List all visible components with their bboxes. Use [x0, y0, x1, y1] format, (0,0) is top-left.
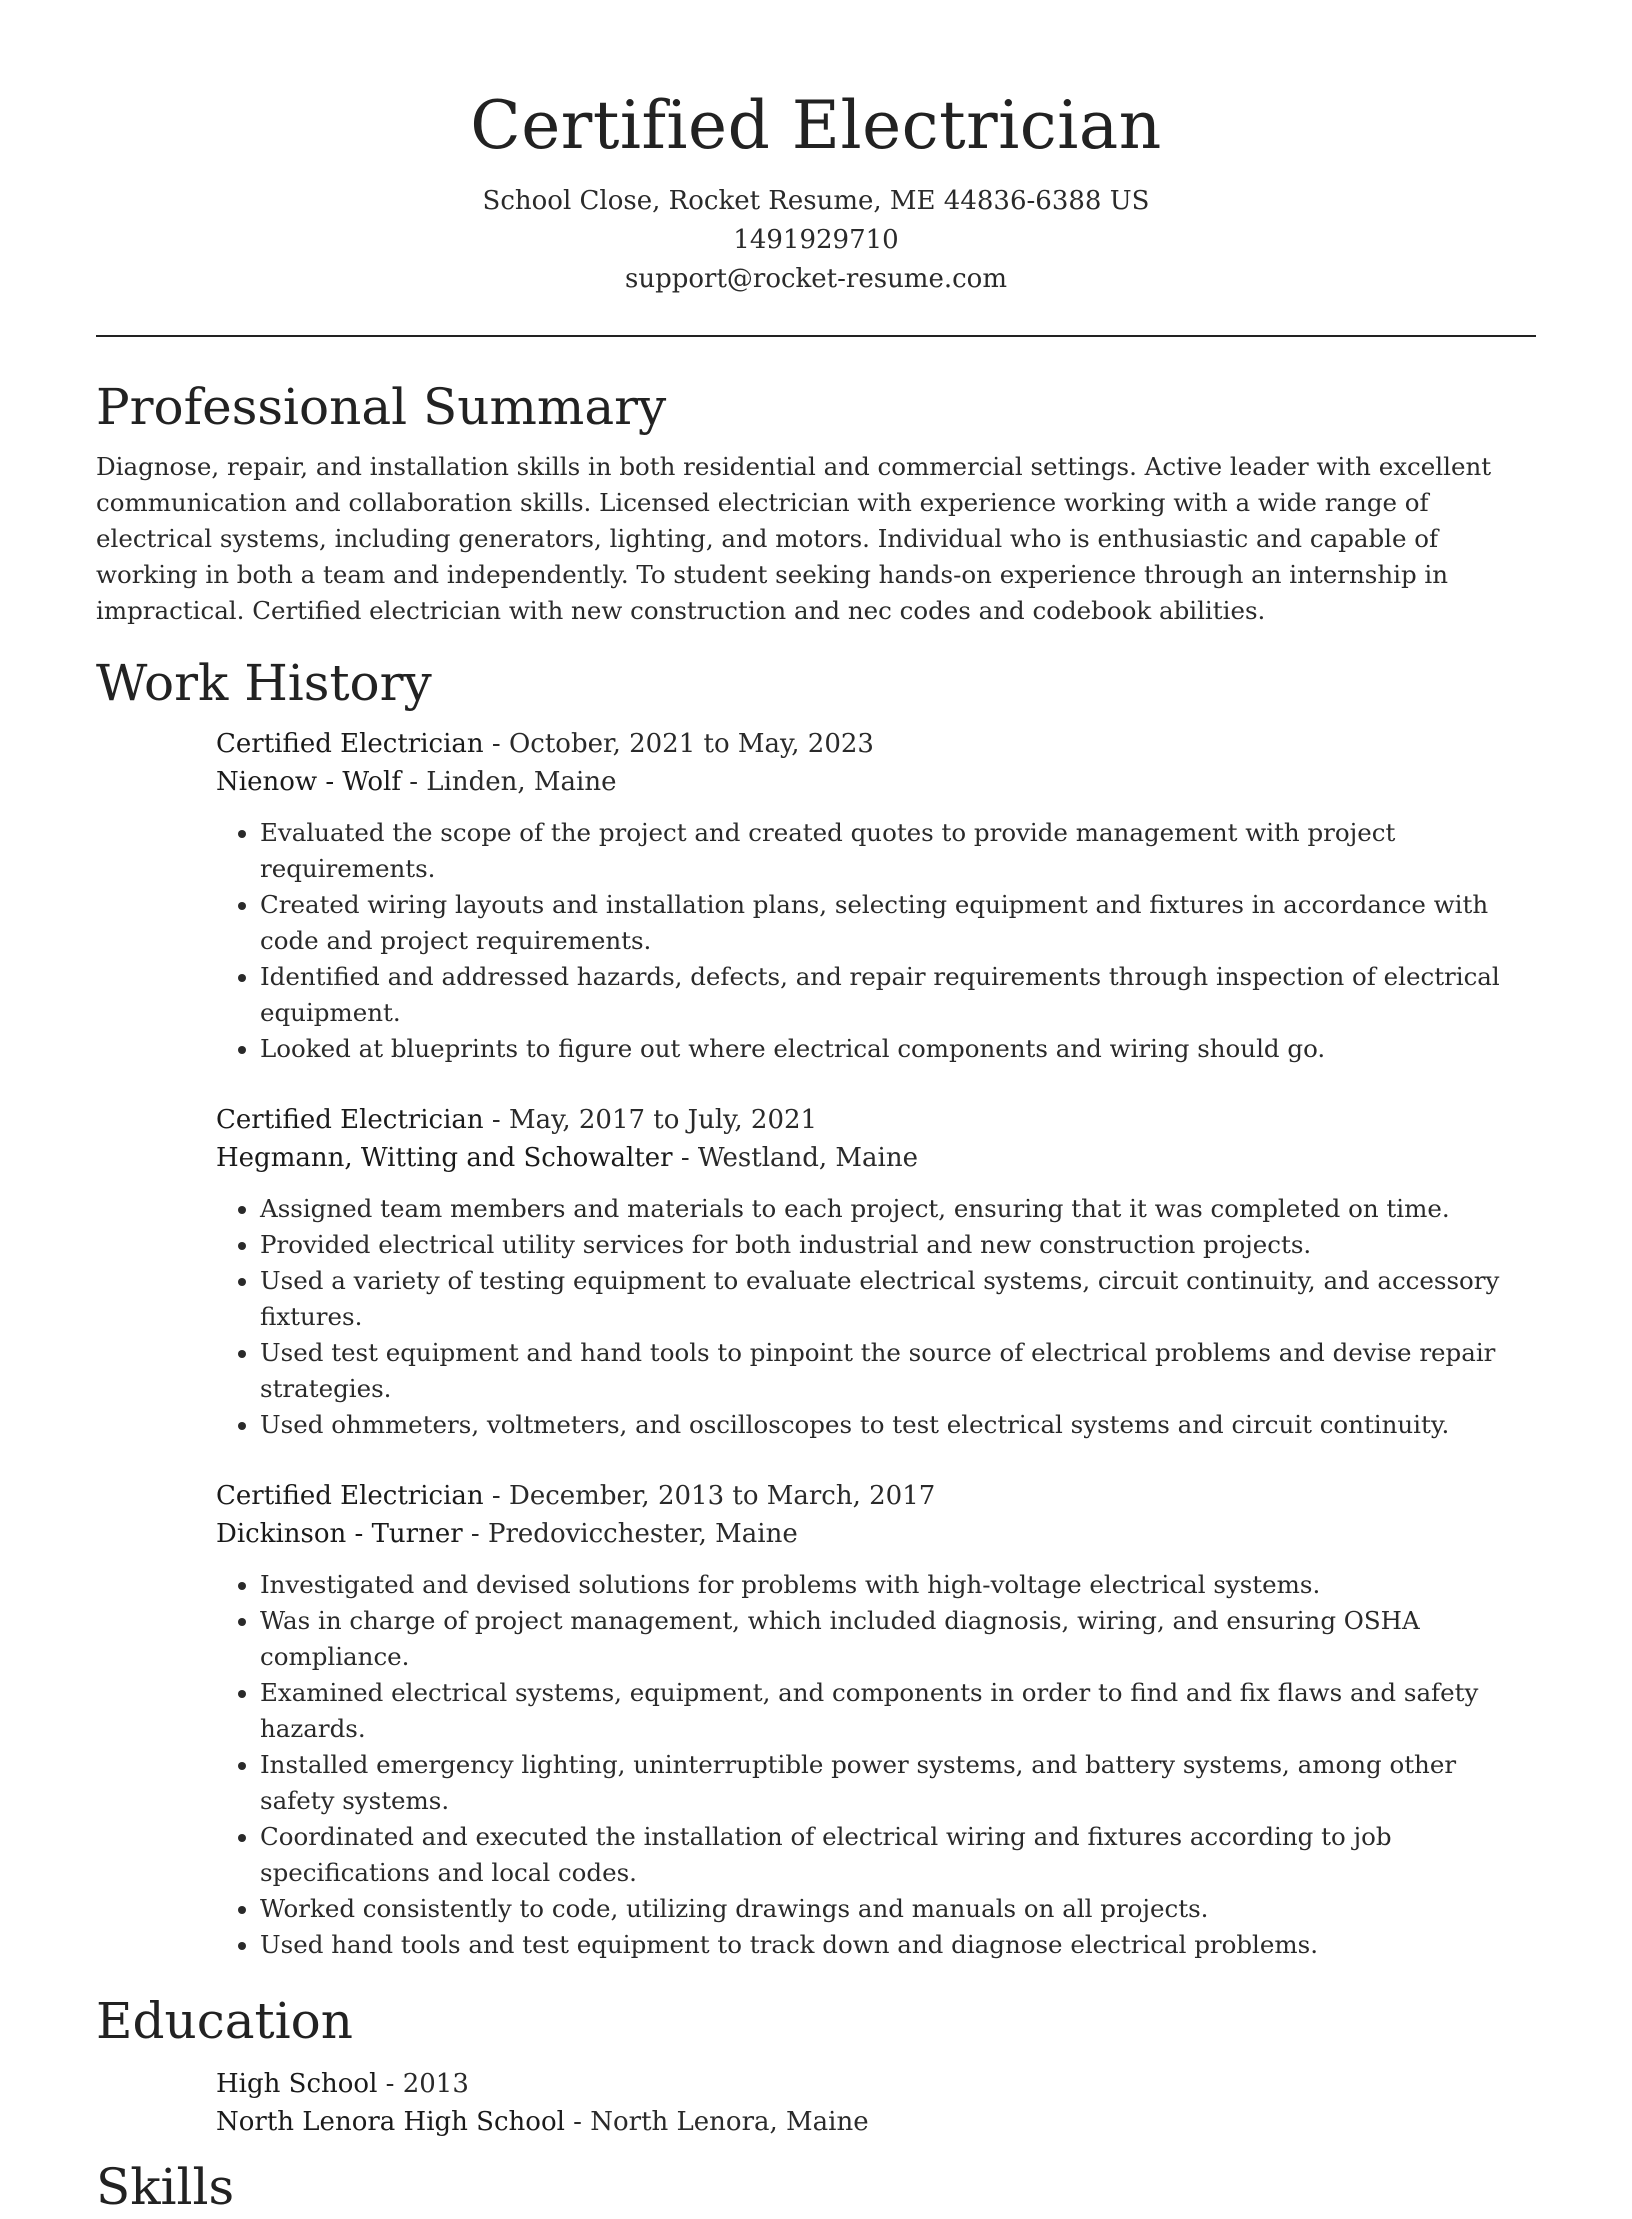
header-divider	[96, 335, 1536, 337]
resume-header	[96, 0, 1536, 299]
job-dates: - December, 2013 to March, 2017	[483, 1481, 936, 1511]
job-bullet: • Examined electrical systems, equipment, and components in order to find and fix flaws and safety hazards.	[260, 1675, 1536, 1747]
education-location: - North Lenora, Maine	[564, 2107, 869, 2137]
job-bullet: • Was in charge of project management, which included diagnosis, wiring, and ensuring OSHA compliance.	[260, 1603, 1536, 1675]
job-bullet: • Used ohmmeters, voltmeters, and oscilloscopes to test electrical systems and circuit continuity.	[260, 1407, 1536, 1443]
job-bullet: • Worked consistently to code, utilizing drawings and manuals on all projects.	[260, 1891, 1536, 1927]
job-role: Certified Electrician	[216, 729, 484, 759]
job-bullet: • Assigned team members and materials to each project, ensuring that it was completed on time.	[260, 1191, 1536, 1227]
candidate-name: Certified Electrician	[470, 87, 1162, 164]
job-bullet: • Coordinated and executed the installation of electrical wiring and fixtures according to job specifications and local codes.	[260, 1819, 1536, 1891]
contact-address: School Close, Rocket Resume, ME 44836-6388 US	[482, 186, 1150, 216]
job-title-line	[216, 1101, 1536, 1139]
job-entry	[216, 1101, 1536, 1443]
job-bullet: • Used a variety of testing equipment to evaluate electrical systems, circuit continuity, and accessory fixtures.	[260, 1263, 1536, 1335]
section-title-work-history: Work History	[96, 654, 432, 712]
education-section	[96, 1989, 1536, 2141]
education-year: - 2013	[377, 2069, 469, 2099]
education-degree-line	[216, 2065, 1536, 2103]
education-degree: High School	[216, 2069, 378, 2099]
section-title-education: Education	[96, 1992, 353, 2050]
contact-email: support@rocket-resume.com	[624, 264, 1007, 294]
resume-page	[96, 0, 1536, 2219]
job-bullet: • Used hand tools and test equipment to track down and diagnose electrical problems.	[260, 1927, 1536, 1963]
education-entry	[216, 2065, 1536, 2141]
job-location: - Westland, Maine	[672, 1143, 918, 1173]
job-bullet: • Provided electrical utility services for both industrial and new construction projects.	[260, 1227, 1536, 1263]
job-dates: - May, 2017 to July, 2021	[483, 1105, 818, 1135]
job-location: - Linden, Maine	[400, 767, 617, 797]
summary-text: Diagnose, repair, and installation skills in both residential and commercial settings. Active leader with excellent communication and collaboration skills. Licensed electrician with experience working with a wide range of electrical systems, including generators, lighting, and motors. Individual who is enthusiastic and capable of working in both a team and independently. To student seeking hands-on experience through an internship in impractical. Certified electrician with new construction and nec codes and codebook abilities.	[96, 452, 1492, 625]
job-location: - Predovicchester, Maine	[462, 1519, 798, 1549]
work-history-section	[96, 651, 1536, 1963]
job-bullet: • Looked at blueprints to figure out where electrical components and wiring should go.	[260, 1031, 1536, 1067]
contact-phone: 1491929710	[733, 225, 899, 255]
job-bullets	[216, 1191, 1536, 1443]
job-company-line	[216, 1515, 1536, 1553]
job-role: Certified Electrician	[216, 1481, 484, 1511]
education-school: North Lenora High School	[216, 2107, 565, 2137]
job-role: Certified Electrician	[216, 1105, 484, 1135]
job-entry	[216, 725, 1536, 1067]
education-school-line	[216, 2103, 1536, 2141]
job-bullet: • Installed emergency lighting, uninterruptible power systems, and battery systems, among other safety systems.	[260, 1747, 1536, 1819]
job-company-line	[216, 763, 1536, 801]
contact-info	[96, 182, 1536, 299]
job-title-line	[216, 1477, 1536, 1515]
job-bullet: • Investigated and devised solutions for problems with high-voltage electrical systems.	[260, 1567, 1536, 1603]
job-company: Hegmann, Witting and Schowalter	[216, 1143, 673, 1173]
job-entry	[216, 1477, 1536, 1963]
job-bullets	[216, 1567, 1536, 1963]
section-title-skills: Skills	[96, 2158, 235, 2216]
job-dates: - October, 2021 to May, 2023	[483, 729, 874, 759]
job-bullet: • Evaluated the scope of the project and created quotes to provide management with project requirements.	[260, 815, 1536, 887]
job-bullets	[216, 815, 1536, 1067]
job-company: Nienow - Wolf	[216, 767, 401, 797]
job-company: Dickinson - Turner	[216, 1519, 463, 1549]
job-bullet: • Created wiring layouts and installation plans, selecting equipment and fixtures in accordance with code and project requirements.	[260, 887, 1536, 959]
skills-section	[96, 2155, 1536, 2219]
job-title-line	[216, 725, 1536, 763]
job-bullet: • Identified and addressed hazards, defects, and repair requirements through inspection of electrical equipment.	[260, 959, 1536, 1031]
section-title-summary: Professional Summary	[96, 378, 667, 436]
summary-section	[96, 375, 1536, 629]
job-company-line	[216, 1139, 1536, 1177]
job-bullet: • Used test equipment and hand tools to pinpoint the source of electrical problems and devise repair strategies.	[260, 1335, 1536, 1407]
